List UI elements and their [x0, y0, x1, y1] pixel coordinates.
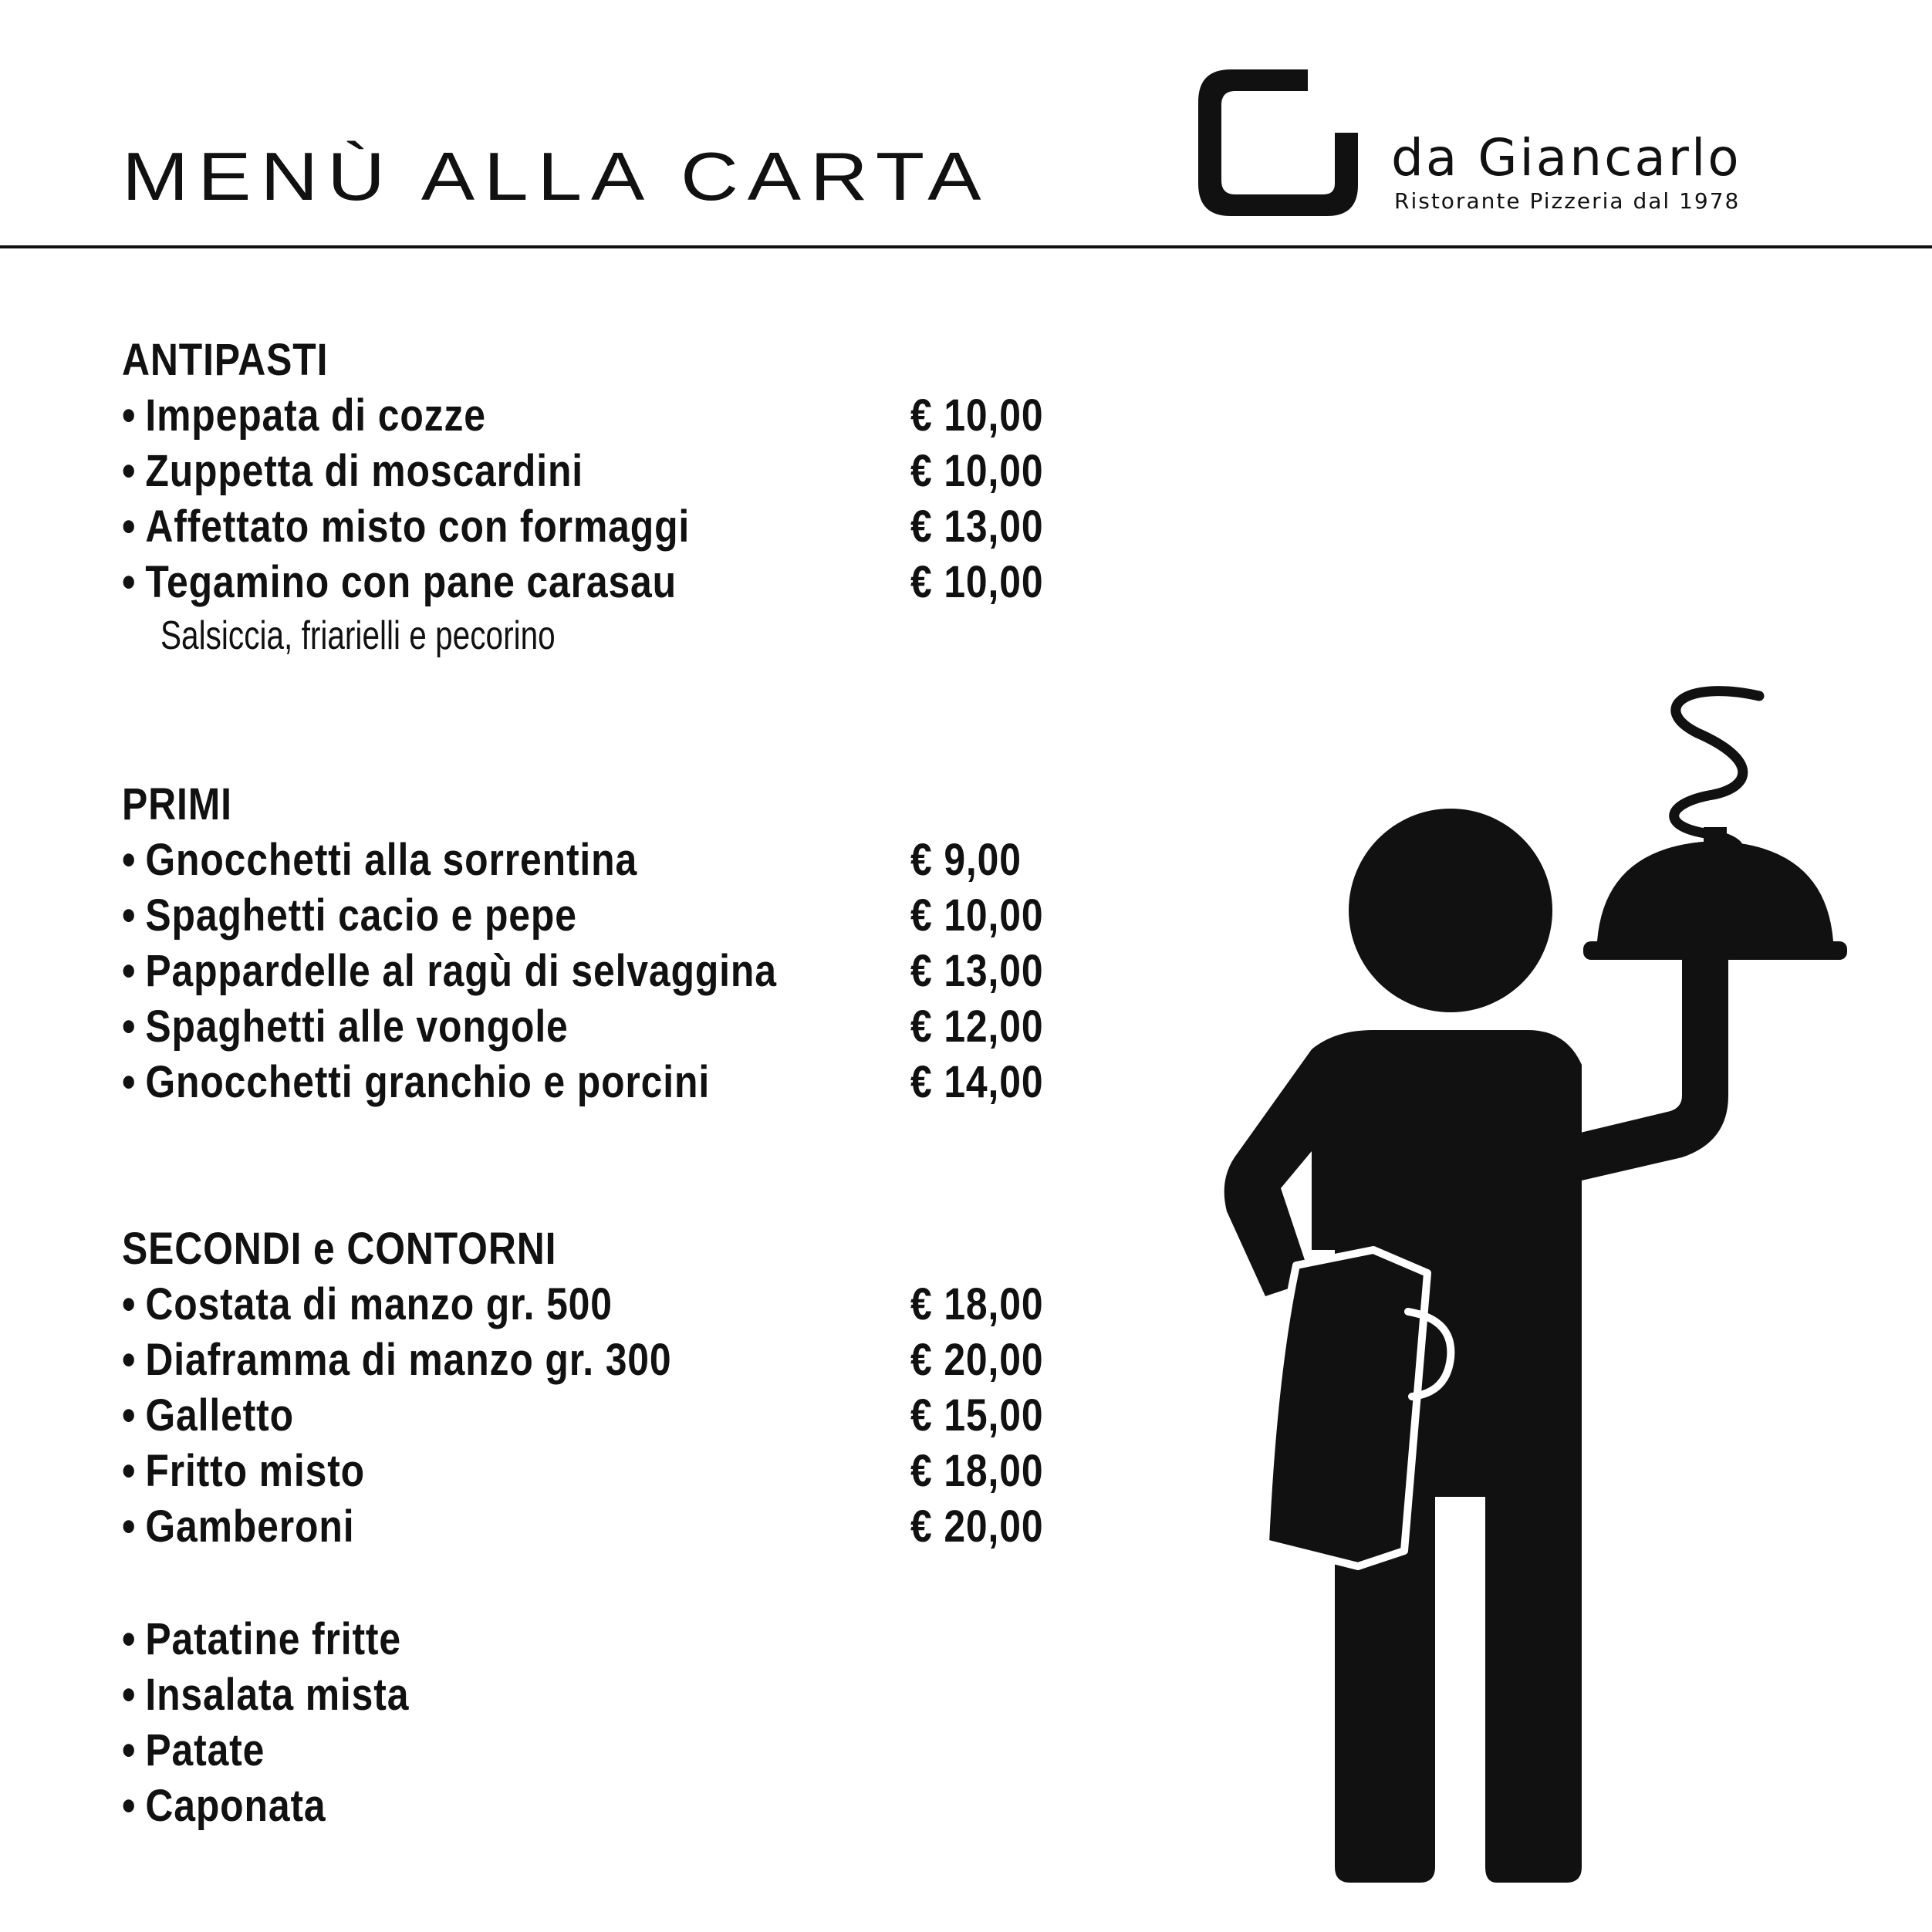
menu-item	[122, 1057, 1125, 1116]
item-name: Patate	[145, 1725, 265, 1775]
item-price: € 12,00	[910, 1001, 1044, 1052]
item-price: € 9,00	[910, 835, 1022, 885]
item-price: € 13,00	[910, 502, 1044, 552]
bullet: •	[122, 446, 137, 496]
brand-tagline: Ristorante Pizzeria dal 1978	[1394, 188, 1741, 214]
bullet: •	[122, 1335, 137, 1385]
bullet: •	[122, 1781, 137, 1831]
item-name: Tegamino con pane carasau	[145, 557, 677, 607]
side-dish-item	[122, 1725, 1125, 1784]
menu-item	[122, 557, 1125, 616]
item-name: Gnocchetti granchio e porcini	[145, 1057, 711, 1107]
item-price: € 18,00	[910, 1279, 1044, 1329]
brand-name: da Giancarlo	[1391, 128, 1741, 187]
bullet: •	[122, 835, 137, 885]
bullet: •	[122, 1001, 137, 1052]
section-title-secondi: SECONDI e CONTORNI	[122, 1224, 557, 1274]
item-name: Spaghetti cacio e pepe	[145, 890, 577, 941]
section-title-primi: PRIMI	[122, 779, 232, 829]
item-name: Gamberoni	[145, 1501, 355, 1552]
menu-item	[122, 502, 1125, 560]
menu-item	[122, 1501, 1125, 1560]
side-dish-item	[122, 1781, 1125, 1839]
item-description: Salsiccia, friarielli e pecorino	[160, 613, 556, 658]
menu-item	[122, 1390, 1125, 1449]
item-name: Spaghetti alle vongole	[145, 1001, 569, 1052]
item-price: € 13,00	[910, 946, 1044, 996]
item-name: Impepata di cozze	[145, 390, 486, 441]
menu-item	[122, 390, 1125, 449]
item-name: Zuppetta di moscardini	[145, 446, 584, 496]
item-price: € 10,00	[910, 557, 1044, 607]
menu-item	[122, 1001, 1125, 1060]
bullet: •	[122, 1057, 137, 1107]
item-name: Affettato misto con formaggi	[145, 502, 691, 552]
bullet: •	[122, 890, 137, 941]
menu-item	[122, 446, 1125, 505]
waiter-with-cloche-icon	[1219, 679, 1883, 1883]
bullet: •	[122, 557, 137, 607]
item-name: Diaframma di manzo gr. 300	[145, 1335, 672, 1385]
item-price: € 10,00	[910, 390, 1044, 441]
item-price: € 20,00	[910, 1335, 1044, 1385]
side-dish-item	[122, 1614, 1125, 1673]
bullet: •	[122, 1725, 137, 1775]
item-price: € 20,00	[910, 1501, 1044, 1552]
item-name: Patatine fritte	[145, 1614, 402, 1664]
bullet: •	[122, 502, 137, 552]
item-name: Galletto	[145, 1390, 294, 1441]
bullet: •	[122, 1614, 137, 1664]
item-price: € 10,00	[910, 890, 1044, 941]
bullet: •	[122, 1501, 137, 1552]
item-price: € 15,00	[910, 1390, 1044, 1441]
bullet: •	[122, 946, 137, 996]
item-price: € 10,00	[910, 446, 1044, 496]
item-name: Insalata mista	[145, 1670, 410, 1720]
item-price: € 14,00	[910, 1057, 1044, 1107]
item-name: Caponata	[145, 1781, 326, 1831]
menu-item	[122, 890, 1125, 949]
bullet: •	[122, 1446, 137, 1496]
brand-logo	[1192, 62, 1809, 224]
item-price: € 18,00	[910, 1446, 1044, 1496]
menu-item	[122, 835, 1125, 893]
page-title: MENÙ ALLA CARTA	[122, 138, 991, 214]
bullet: •	[122, 390, 137, 441]
menu-item	[122, 1335, 1125, 1393]
item-name: Gnocchetti alla sorrentina	[145, 835, 638, 885]
menu-item	[122, 946, 1125, 1005]
bullet: •	[122, 1390, 137, 1441]
item-name: Costata di manzo gr. 500	[145, 1279, 613, 1329]
bullet: •	[122, 1670, 137, 1720]
bullet: •	[122, 1279, 137, 1329]
header-divider	[0, 245, 1932, 248]
item-name: Fritto misto	[145, 1446, 366, 1496]
menu-item	[122, 1279, 1125, 1338]
side-dish-item	[122, 1670, 1125, 1728]
section-title-antipasti: ANTIPASTI	[122, 335, 329, 385]
menu-item	[122, 1446, 1125, 1505]
item-name: Pappardelle al ragù di selvaggina	[145, 946, 777, 996]
letter-g-logo-icon	[1192, 62, 1377, 224]
